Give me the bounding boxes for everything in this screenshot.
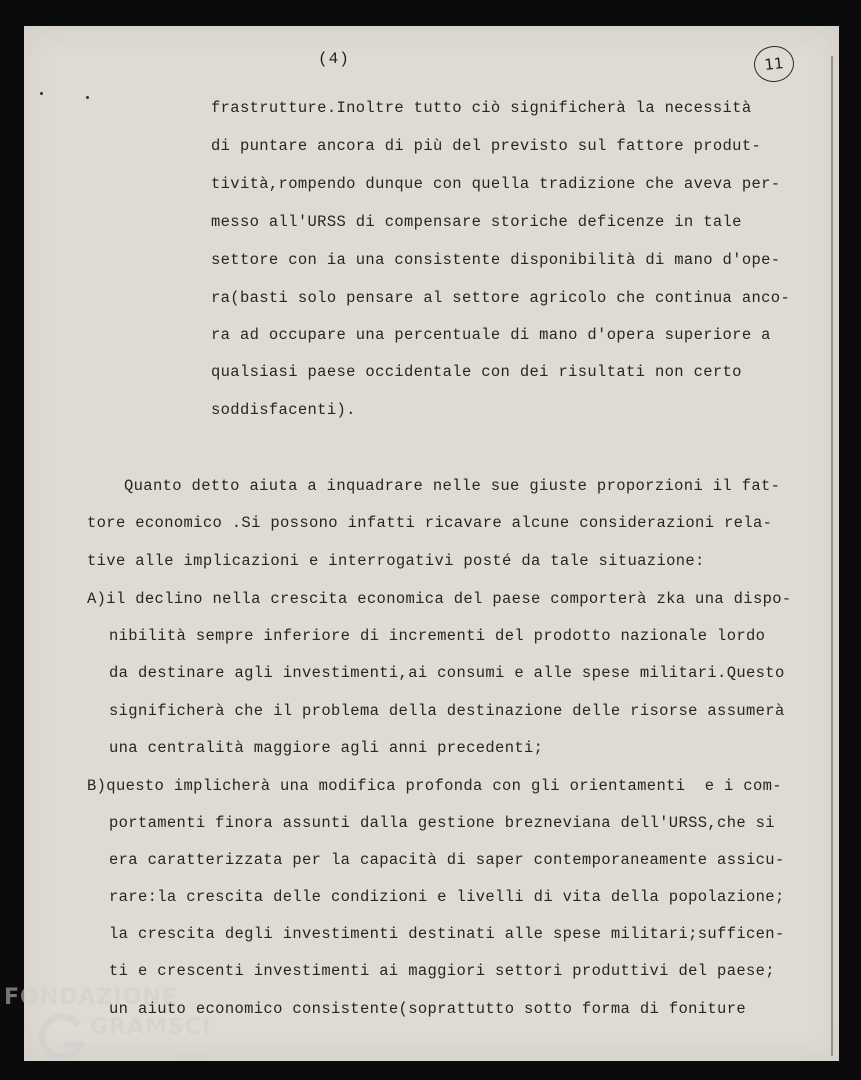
- page-edge-shadow: [831, 56, 833, 1056]
- paper-speck: [86, 96, 89, 99]
- text-line: frastrutture.Inoltre tutto ciò significherà la necessità: [211, 99, 752, 117]
- page-number: (4): [318, 50, 350, 68]
- text-line: era caratterizzata per la capacità di saper contemporaneamente assicu-: [109, 851, 785, 869]
- text-line: qualsiasi paese occidentale con dei risultati non certo: [211, 363, 742, 381]
- text-line: soddisfacenti).: [211, 401, 356, 419]
- text-line: tività,rompendo dunque con quella tradizione che aveva per-: [211, 175, 781, 193]
- text-line: tive alle implicazioni e interrogativi posté da tale situazione:: [87, 552, 705, 570]
- text-line: portamenti finora assunti dalla gestione brezneviana dell'URSS,che si: [109, 814, 775, 832]
- text-line: tore economico .Si possono infatti ricavare alcune considerazioni rela-: [87, 514, 773, 532]
- text-line: un aiuto economico consistente(soprattutto sotto forma di foniture: [109, 1000, 746, 1018]
- text-line: Quanto detto aiuta a inquadrare nelle sue giuste proporzioni il fat-: [124, 477, 781, 495]
- text-line: rare:la crescita delle condizioni e livelli di vita della popolazione;: [109, 888, 785, 906]
- text-line: da destinare agli investimenti,ai consumi e alle spese militari.Questo: [109, 664, 785, 682]
- watermark-line1: FONDAZIONE: [4, 985, 178, 1010]
- text-line: di puntare ancora di più del previsto sul fattore produt-: [211, 137, 762, 155]
- text-line: una centralità maggiore agli anni precedenti;: [109, 739, 544, 757]
- text-line: nibilità sempre inferiore di incrementi del prodotto nazionale lordo: [109, 627, 766, 645]
- text-line: settore con ia una consistente disponibilità di mano d'ope-: [211, 251, 781, 269]
- text-line: ra ad occupare una percentuale di mano d'opera superiore a: [211, 326, 771, 344]
- watermark-line2: GRAMSCI: [90, 1015, 212, 1040]
- archive-number-stamp: 11: [752, 44, 796, 84]
- text-line: ti e crescenti investimenti ai maggiori settori produttivi del paese;: [109, 962, 775, 980]
- text-line: A)il declino nella crescita economica del paese comporterà zka una dispo-: [87, 590, 792, 608]
- text-line: B)questo implicherà una modifica profonda con gli orientamenti e i com-: [87, 777, 782, 795]
- paper-speck: [40, 92, 43, 95]
- document-page: [24, 26, 839, 1061]
- watermark-onlus: onlus: [176, 1047, 206, 1060]
- text-line: significherà che il problema della destinazione delle risorse assumerà: [109, 702, 785, 720]
- text-line: messo all'URSS di compensare storiche deficenze in tale: [211, 213, 742, 231]
- text-line: ra(basti solo pensare al settore agricolo che continua anco-: [211, 289, 791, 307]
- text-line: la crescita degli investimenti destinati alle spese militari;sufficen-: [109, 925, 785, 943]
